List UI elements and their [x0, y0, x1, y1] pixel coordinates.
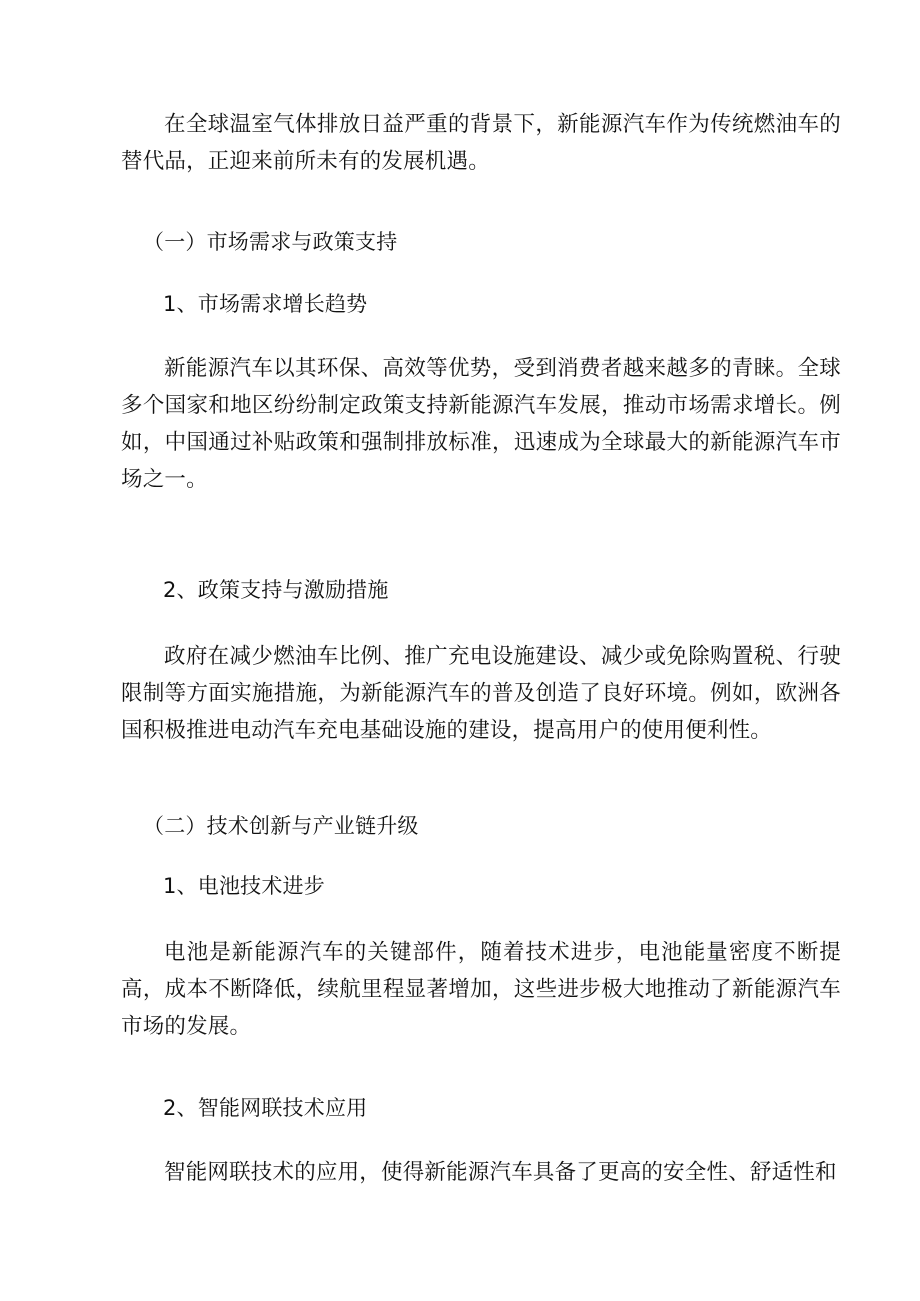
- subheading-smart-connected: 2、智能网联技术应用: [163, 1096, 368, 1120]
- subheading-market-demand: 1、市场需求增长趋势: [163, 292, 368, 316]
- intro-paragraph: 在全球温室气体排放日益严重的背景下，新能源汽车作为传统燃油车的替代品，正迎来前所未有的发展机遇。: [121, 112, 841, 174]
- section-heading-tech-industry: （二）技术创新与产业链升级: [143, 814, 419, 838]
- subheading-battery-tech: 1、电池技术进步: [163, 874, 325, 898]
- smart-connected-paragraph: 智能网联技术的应用，使得新能源汽车具备了更高的安全性、舒适性和: [164, 1160, 837, 1185]
- market-demand-paragraph: 新能源汽车以其环保、高效等优势，受到消费者越来越多的青睐。全球多个国家和地区纷纷制定政策支持新能源汽车发展，推动市场需求增长。例如，中国通过补贴政策和强制排放标准，迅速成为全球最大的新能源汽车市场之一。: [121, 356, 841, 492]
- subheading-policy-incentives: 2、政策支持与激励措施: [163, 578, 389, 602]
- policy-incentives-paragraph: 政府在减少燃油车比例、推广充电设施建设、减少或免除购置税、行驶限制等方面实施措施，为新能源汽车的普及创造了良好环境。例如，欧洲各国积极推进电动汽车充电基础设施的建设，提高用户的使用便利性。: [121, 644, 841, 743]
- battery-tech-paragraph: 电池是新能源汽车的关键部件，随着技术进步，电池能量密度不断提高，成本不断降低，续航里程显著增加，这些进步极大地推动了新能源汽车市场的发展。: [121, 940, 841, 1039]
- section-heading-market-policy: （一）市场需求与政策支持: [143, 230, 398, 254]
